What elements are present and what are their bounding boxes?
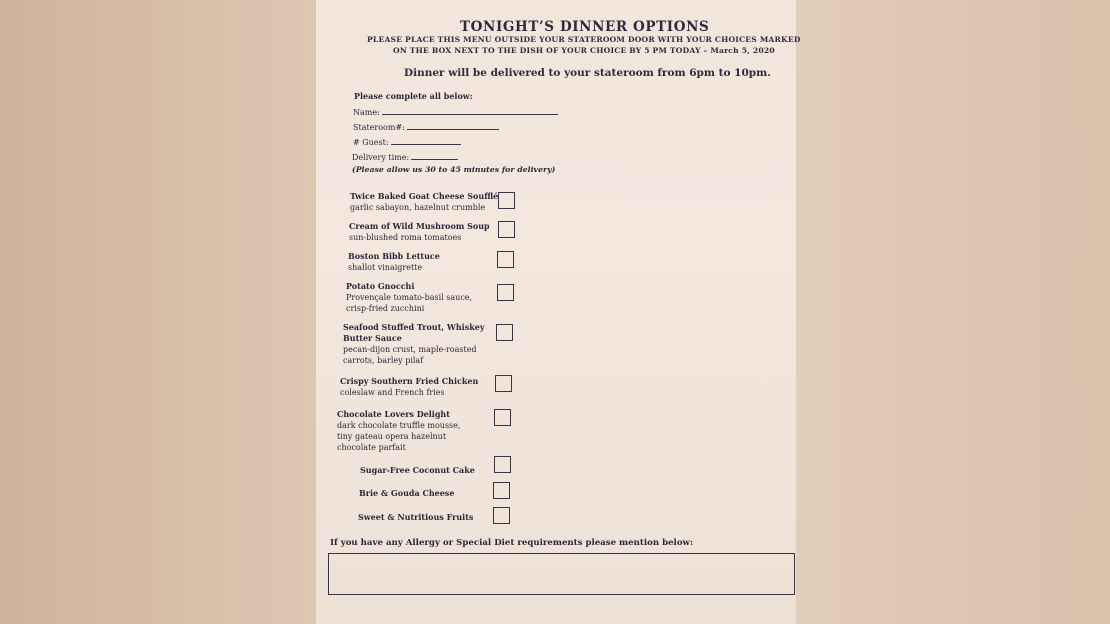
delivery-note: (Please allow us 30 to 45 minutes for delivery) [352,165,556,174]
dish-checkbox[interactable] [493,507,510,524]
dish-item [340,376,478,398]
background-right [796,0,1110,624]
name-line [382,105,558,115]
dish-checkbox[interactable] [494,409,511,426]
dish-name: Butter Sauce [343,333,402,343]
dish-item [337,409,460,453]
dish-description: pecan-dijon crust, maple-roasted [343,345,477,354]
dish-description: coleslaw and French fries [340,388,445,397]
allergy-input-box[interactable] [328,553,795,595]
dish-checkbox[interactable] [494,456,511,473]
guest-line [391,135,461,145]
dish-checkbox[interactable] [496,324,513,341]
dish-description: carrots, barley pilaf [343,356,424,365]
dish-description: Provençale tomato-basil sauce, [346,293,473,302]
dish-item [350,191,498,213]
dish-description: garlic sabayon, hazelnut crumble [350,203,486,212]
dish-name: Chocolate Lovers Delight [337,409,450,419]
background-left [0,0,316,624]
dish-description: shallot vinaigrette [348,263,423,272]
dish-checkbox[interactable] [495,375,512,392]
stateroom-field[interactable] [353,120,499,132]
dish-checkbox[interactable] [498,192,515,209]
delivery-time-label: Delivery time: [352,153,410,162]
menu-sheet [316,0,801,624]
dish-name: Boston Bibb Lettuce [348,251,440,261]
name-label: Name: [353,108,380,117]
complete-prompt: Please complete all below: [354,91,473,101]
dish-description: sun-blushed roma tomatoes [349,233,462,242]
dish-description: dark chocolate truffle mousse, [337,421,461,430]
dish-description: tiny gateau opera hazelnut [337,432,447,441]
dish-description: crisp-fried zucchini [346,304,425,313]
instruction-line-2: ON THE BOX NEXT TO THE DISH OF YOUR CHOICE BY 5 PM TODAY – March 5, 2020 [393,46,775,55]
delivery-time-line [411,150,458,160]
dish-name: Crispy Southern Fried Chicken [340,376,479,386]
delivery-info: Dinner will be delivered to your stateroom from 6pm to 10pm. [404,67,771,79]
dish-item [346,281,472,314]
dish-checkbox[interactable] [493,482,510,499]
allergy-prompt: If you have any Allergy or Special Diet requirements please mention below: [330,538,694,548]
dish-item [343,322,485,366]
menu-title: TONIGHT’S DINNER OPTIONS [460,19,710,35]
dish-description: chocolate parfait [337,443,406,452]
dish-checkbox[interactable] [497,284,514,301]
dish-name: Brie & Gouda Cheese [359,488,455,498]
stateroom-label: Stateroom#: [353,123,405,132]
guest-label: # Guest: [353,138,389,147]
dish-checkbox[interactable] [498,221,515,238]
dish-name: Twice Baked Goat Cheese Soufflé [350,191,499,201]
dish-checkbox[interactable] [497,251,514,268]
dish-name: Seafood Stuffed Trout, Whiskey [343,322,485,332]
name-field[interactable] [353,105,558,117]
dish-item [348,251,440,273]
dish-item [349,221,490,243]
dish-name: Potato Gnocchi [346,281,415,291]
stateroom-line [407,120,499,130]
dish-name: Cream of Wild Mushroom Soup [349,221,490,231]
instruction-line-1: PLEASE PLACE THIS MENU OUTSIDE YOUR STATEROOM DOOR WITH YOUR CHOICES MARKED [367,35,801,44]
dish-name: Sugar-Free Coconut Cake [360,465,475,475]
delivery-time-field[interactable] [352,150,458,162]
dish-name: Sweet & Nutritious Fruits [358,512,474,522]
guest-field[interactable] [353,135,461,147]
